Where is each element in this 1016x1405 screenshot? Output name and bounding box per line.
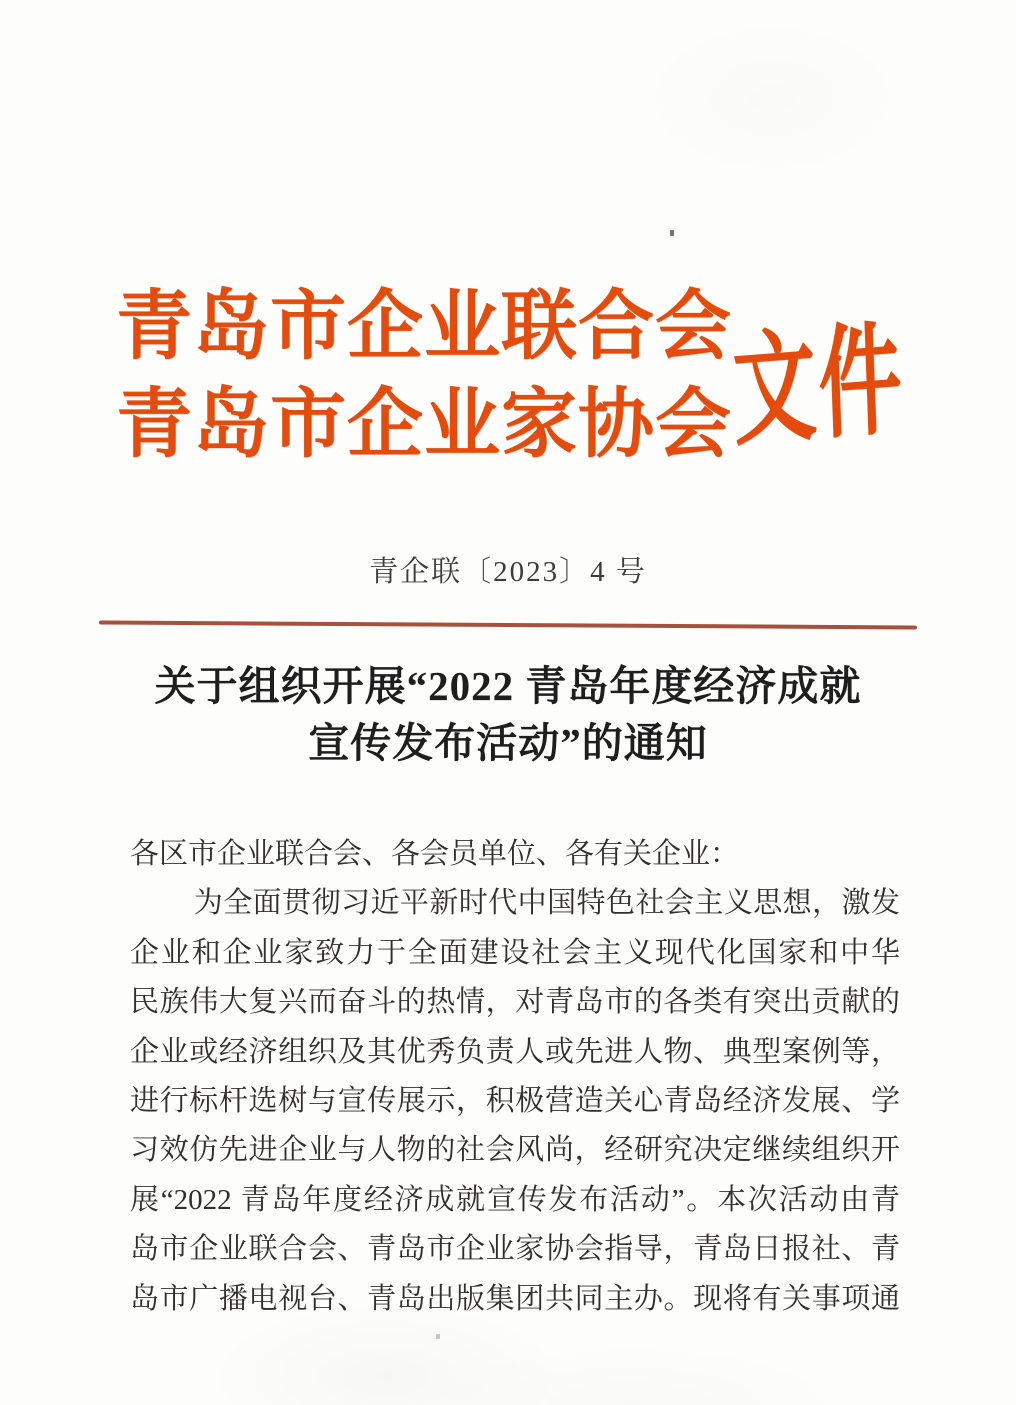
organization-name-line2: 青岛市企业家协会 [116,383,732,467]
document-number: 青企联〔2023〕4 号 [369,556,647,588]
title-line-2: 宣传发布活动”的通知 [308,720,708,766]
body-line: 企业或经济组织及其优秀负责人或先进人物、典型案例等， [130,1035,900,1068]
body-line: 岛市广播电视台、青岛出版集团共同主办。现将有关事项通 [130,1282,900,1315]
body-line: 为全面贯彻习近平新时代中国特色社会主义思想，激发 [193,887,900,920]
document-type-label: 文件 [730,312,907,461]
title-line-1: 关于组织开展“2022 青岛年度经济成就 [154,663,862,709]
red-separator-line [99,621,917,630]
organization-name-line1: 青岛市企业联合会 [116,285,732,369]
body-line: 民族伟大复兴而奋斗的热情，对青岛市的各类有突出贡献的 [130,986,900,1019]
body-line: 企业和企业家致力于全面建设社会主义现代化国家和中华 [130,936,900,969]
body-line: 习效仿先进企业与人物的社会风尚，经研究决定继续组织开 [130,1134,900,1167]
scan-speck [436,1334,440,1339]
body-line: 岛市企业联合会、青岛市企业家协会指导，青岛日报社、青 [130,1233,900,1266]
body-salutation: 各区市企业联合会、各会员单位、各有关企业： [130,838,740,870]
body-line: 展“2022 青岛年度经济成就宣传发布活动”。本次活动由青 [130,1183,900,1216]
scan-speck [670,230,674,236]
body-line: 进行标杆选树与宣传展示，积极营造关心青岛经济发展、学 [130,1084,900,1117]
document-title [0,658,1016,772]
body-paragraph [130,830,900,1324]
